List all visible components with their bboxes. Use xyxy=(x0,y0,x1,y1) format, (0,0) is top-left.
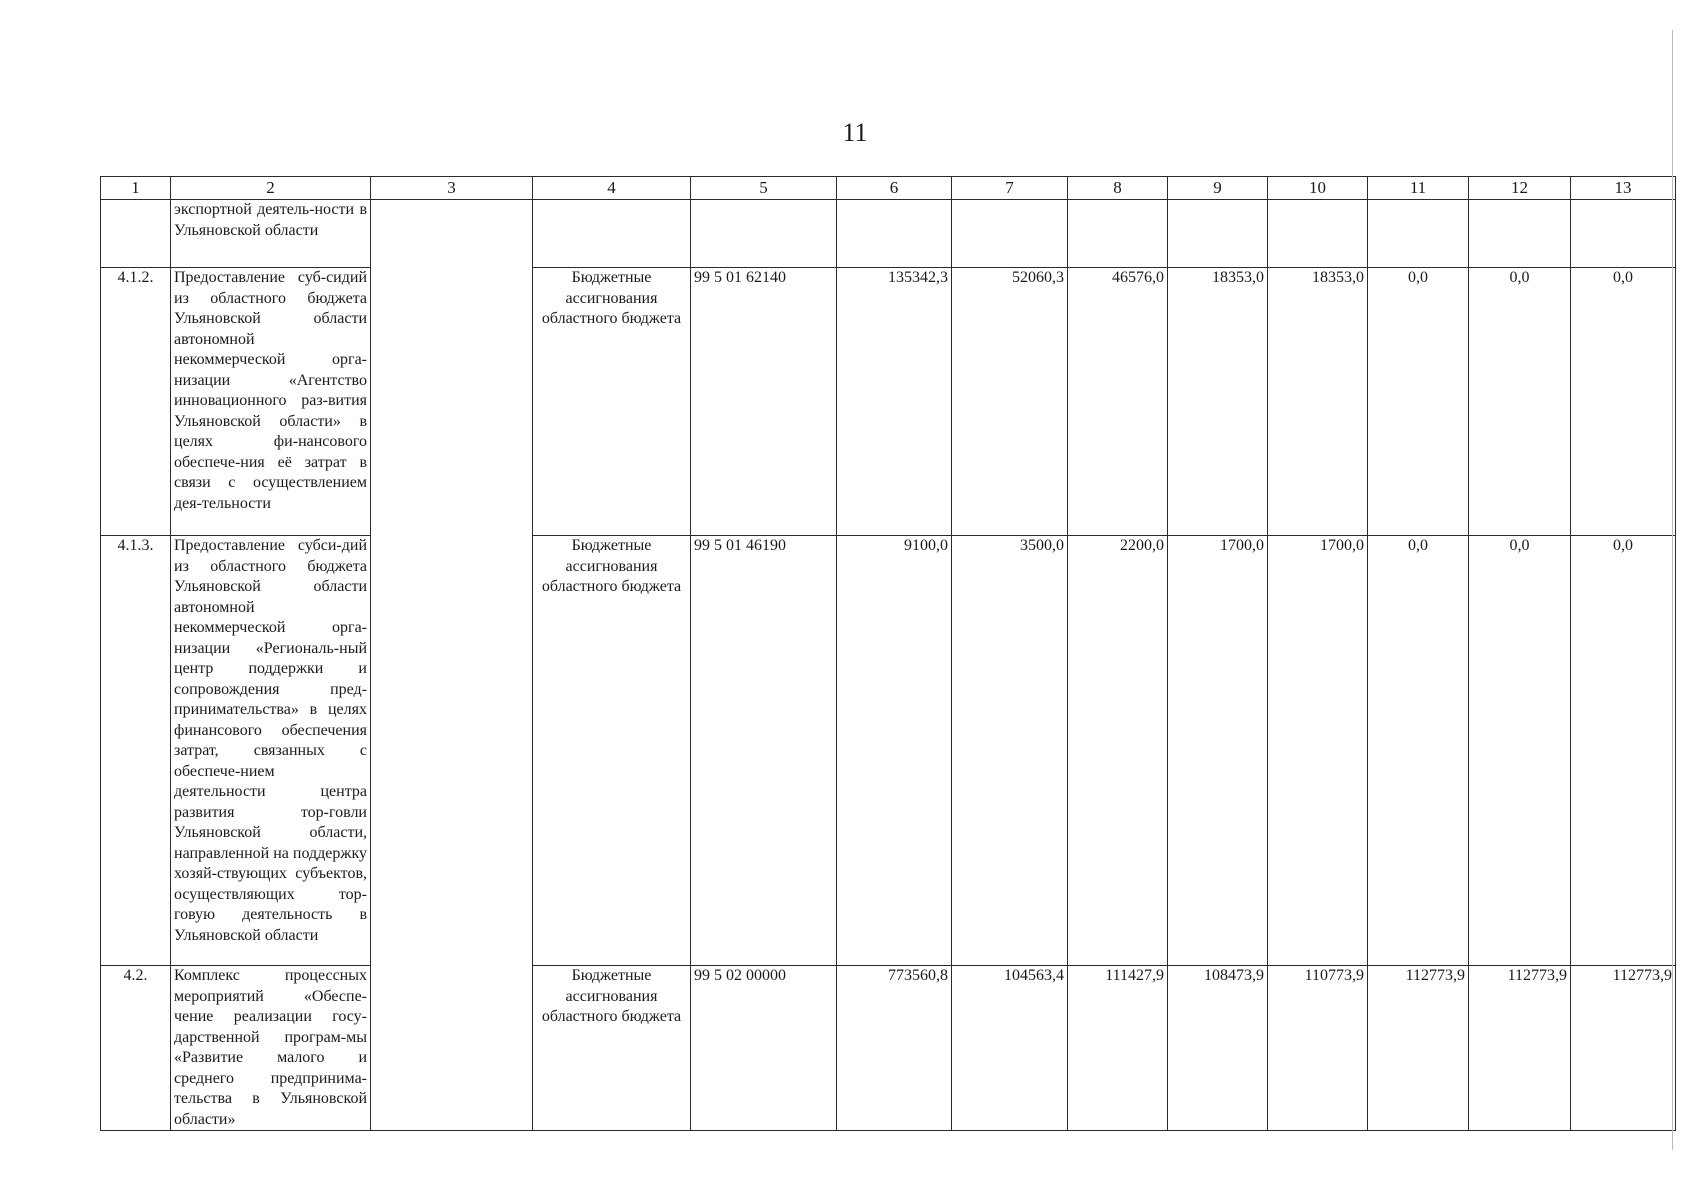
value-cell: 135342,3 xyxy=(837,268,952,536)
column-header: 2 xyxy=(171,177,371,200)
funding-source: Бюджетные ассигнования областного бюджета xyxy=(533,268,691,536)
value-cell: 0,0 xyxy=(1469,536,1571,966)
row-description: Предоставление субси-дий из областного бюджета Ульяновской области автономной некоммерческой орга-низации «Региональ-ный центр поддержки и сопровождения пред-принимательства» в целях финансового обеспечения затрат, связанных с обеспече-нием деятельности центра развития тор-говли Ульяновской области, направленной на поддержку хозяй-ствующих субъектов, осуществляющих тор-говую деятельность в Ульяновской области xyxy=(171,536,371,966)
column-header: 6 xyxy=(837,177,952,200)
value-cell: 46576,0 xyxy=(1068,268,1168,536)
budget-code xyxy=(691,200,837,268)
value-cell: 0,0 xyxy=(1571,536,1676,966)
table-row xyxy=(101,966,1676,1131)
budget-code: 99 5 01 62140 xyxy=(691,268,837,536)
row-number: 4.1.2. xyxy=(101,268,171,536)
value-cell: 52060,3 xyxy=(952,268,1068,536)
budget-table xyxy=(100,176,1676,1131)
column-header: 1 xyxy=(101,177,171,200)
row-number xyxy=(101,200,171,268)
value-cell: 3500,0 xyxy=(952,536,1068,966)
funding-source xyxy=(533,200,691,268)
value-cell: 0,0 xyxy=(1469,268,1571,536)
value-cell: 112773,9 xyxy=(1571,966,1676,1131)
row-number: 4.2. xyxy=(101,966,171,1131)
value-cell: 0,0 xyxy=(1571,268,1676,536)
value-cell xyxy=(1469,200,1571,268)
value-cell xyxy=(837,200,952,268)
value-cell: 111427,9 xyxy=(1068,966,1168,1131)
scan-edge-line xyxy=(1672,30,1673,1150)
table-row xyxy=(101,536,1676,966)
page-number: 11 xyxy=(842,118,868,147)
table-row xyxy=(101,268,1676,536)
value-cell: 773560,8 xyxy=(837,966,952,1131)
funding-source: Бюджетные ассигнования областного бюджета xyxy=(533,966,691,1131)
column-header: 5 xyxy=(691,177,837,200)
column-header: 11 xyxy=(1368,177,1469,200)
value-cell xyxy=(1268,200,1368,268)
value-cell: 2200,0 xyxy=(1068,536,1168,966)
column-header: 3 xyxy=(371,177,533,200)
column-header: 9 xyxy=(1168,177,1268,200)
value-cell: 0,0 xyxy=(1368,536,1469,966)
column-header: 13 xyxy=(1571,177,1676,200)
value-cell: 1700,0 xyxy=(1168,536,1268,966)
value-cell: 112773,9 xyxy=(1469,966,1571,1131)
row-description: Предоставление суб-сидий из областного бюджета Ульяновской области автономной некоммерческой орга-низации «Агентство инновационного раз-вития Ульяновской области» в целях фи-нансового обеспече-ния её затрат в связи с осуществлением дея-тельности xyxy=(171,268,371,536)
value-cell xyxy=(952,200,1068,268)
value-cell: 9100,0 xyxy=(837,536,952,966)
column-header: 10 xyxy=(1268,177,1368,200)
responsible-cell xyxy=(371,200,533,1131)
value-cell: 18353,0 xyxy=(1268,268,1368,536)
value-cell: 0,0 xyxy=(1368,268,1469,536)
row-description: Комплекс процессных мероприятий «Обеспе-чение реализации госу-дарственной програм-мы «Развитие малого и среднего предпринима-тельства в Ульяновской области» xyxy=(171,966,371,1131)
value-cell xyxy=(1168,200,1268,268)
value-cell: 108473,9 xyxy=(1168,966,1268,1131)
row-number: 4.1.3. xyxy=(101,536,171,966)
column-number-row xyxy=(101,177,1676,200)
value-cell: 110773,9 xyxy=(1268,966,1368,1131)
column-header: 8 xyxy=(1068,177,1168,200)
value-cell: 1700,0 xyxy=(1268,536,1368,966)
budget-code: 99 5 01 46190 xyxy=(691,536,837,966)
column-header: 12 xyxy=(1469,177,1571,200)
table-row xyxy=(101,200,1676,268)
value-cell: 112773,9 xyxy=(1368,966,1469,1131)
row-description: экспортной деятель-ности в Ульяновской области xyxy=(171,200,371,268)
budget-code: 99 5 02 00000 xyxy=(691,966,837,1131)
column-header: 7 xyxy=(952,177,1068,200)
value-cell: 18353,0 xyxy=(1168,268,1268,536)
value-cell: 104563,4 xyxy=(952,966,1068,1131)
value-cell xyxy=(1068,200,1168,268)
column-header: 4 xyxy=(533,177,691,200)
value-cell xyxy=(1368,200,1469,268)
funding-source: Бюджетные ассигнования областного бюджета xyxy=(533,536,691,966)
value-cell xyxy=(1571,200,1676,268)
